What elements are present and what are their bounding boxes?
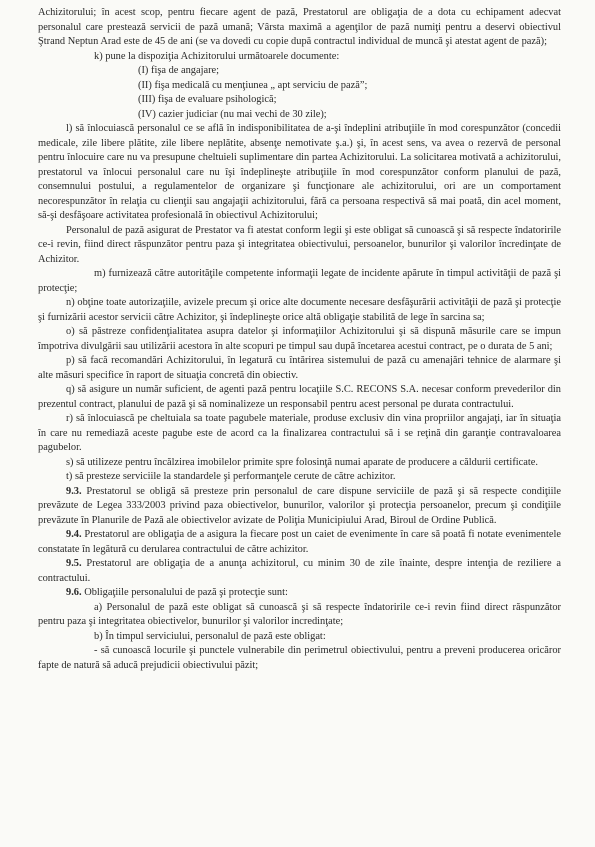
paragraph-bullet: - să cunoască locurile şi punctele vulnerabile din perimetrul obiectivului, pentru a preveni producerea oricăror fapte de natură să aducă prejudicii obiectivului păzit; (38, 645, 561, 671)
clause-9-4 (38, 528, 561, 557)
clause-9-6 (38, 586, 561, 601)
clause-number: 9.4. (66, 529, 82, 540)
clause-text: Prestatorul are obligaţia de a anunţa achizitorul, cu minim 30 de zile înainte, despre intenţia de reziliere a contractului. (38, 558, 561, 584)
paragraph-continuation-j: Achizitorului; în acest scop, pentru fiecare agent de pază, Prestatorul are obligaţia de a dota cu echipament adecvat personalul care prestează servicii de pază umană; Vârsta maximă a agenţilor de pază numiţi pentru a deservi obiectivul Ştrand Neptun Arad este de 45 de ani (se va dovedi cu copie după contractul individual de muncă şi atestat agent de pază); (38, 7, 561, 47)
clause-number: 9.5. (66, 558, 82, 569)
paragraph-b: b) În timpul serviciului, personalul de pază este obligat: (94, 630, 326, 642)
clause-number: 9.6. (66, 587, 82, 598)
clause-9-5 (38, 557, 561, 586)
paragraph-q: q) să asigure un număr suficient, de agenti pază pentru locaţiile S.C. RECONS S.A. necesar conform prevederilor din prezentul contract, planului de pază şi să nominalizeze un responsabil pentru acest personal pe durata contractului. (38, 384, 561, 410)
paragraph-l: l) să înlocuiască personalul ce se află în indisponibilitatea de a-şi îndeplini atribuţiile în mod corespunzător (concedii medicale, zile libere plătite, zile libere neplătite, absenţe nemotivate ş.a.) şi, în acest sens, va avea o rezervă de personal pentru înlocuire care nu va presupune cheltuieli suplimentare din partea Achizitorului. La solicitarea motivată a achizitorului, prestatorul va înlocui personalul care nu îşi îndeplineşte atribuţiile în mod corespunzător conform planului de pază, consemnului postului, a regulamentelor de organizare şi funcţionare ale achizitorului, ori are un comportament necorespunzător în relaţia cu clienţii sau angajaţii achizitorului, fără ca persoana respectivă să mai poată, din acel moment, să-şi desfăşoare activitatea profesională în obiectivul Achizitorului; (38, 123, 561, 221)
paragraph-o: o) să păstreze confidenţialitatea asupra datelor şi informaţiilor Achizitorului şi să dispună măsurile care se impun împotriva divulgării sau utilizării acestora în alte scopuri pe timpul sau după încetarea acestui contract, pe o durata de 5 ani; (38, 326, 561, 352)
paragraph-r: r) să înlocuiască pe cheltuiala sa toate pagubele materiale, produse exclusiv din vina propriilor angajaţi, iar în situaţia în care nu remediază aceste pagube este de acord ca la finalizarea contractului să i se reţină din garanţie contravaloarea pagubelor. (38, 413, 561, 453)
paragraph-k: k) pune la dispoziţia Achizitorului următoarele documente: (94, 50, 340, 62)
paragraph-m: m) furnizează către autorităţile competente informaţii legate de incidente apărute în timpul activităţii de pază şi protecţie; (38, 268, 561, 294)
list-item-document-1: (I) fişa de angajare; (138, 65, 220, 76)
clause-text: Prestatorul are obligaţia de a asigura la fiecare post un caiet de evenimente în care să poată fi notate evenimentele constatate în legătură cu derularea contractului de către achizitor. (38, 529, 561, 555)
clause-text: Prestatorul se obligă să presteze prin personalul de care dispune serviciile de pază şi să respecte condiţiile prevăzute de Legea 333/2003 privind paza obiectivelor, bunurilor, valorilor şi protecţia persoanelor, precum şi condiţiile prevăzute în Planurile de Pază ale obiectivelor avizate de Poliţia Municipiului Arad, Biroul de Ordine Publică. (38, 485, 561, 526)
paragraph-p: p) să facă recomandări Achizitorului, în legatură cu întărirea sistemului de pază cu amenajări tehnice de alarmare şi alte măsuri specifice în raport de situaţia concretă din obiectiv. (38, 355, 561, 381)
paragraph-a: a) Personalul de pază este obligat să cunoască şi să respecte îndatoririle ce-i revin fiind direct răspunzător pentru paza şi integritatea obiectivelor, bunurilor şi valorilor incredinţate; (38, 601, 561, 627)
clause-number: 9.3. (66, 485, 82, 497)
paragraph-s: s) să utilizeze pentru încălzirea imobilelor primite spre folosinţă numai aparate de producere a căldurii certificate. (66, 456, 538, 468)
clause-9-3 (38, 485, 561, 529)
paragraph-personnel: Personalul de pază asigurat de Prestator va fi atestat conform legii şi este obligat să cunoască şi să respecte îndatoririle ce-i revin, fiind direct răspunzător pentru paza şi integritatea obiectivului, persoanelor, bunurilor şi valorilor încredinţate de Achizitor. (38, 224, 561, 265)
paragraph-n: n) obţine toate autorizaţiile, avizele precum şi orice alte documente necesare desfăşurării activităţii de pază şi protecţie şi furnizării acestor servicii către Achizitor, şi îndeplineşte orice altă obligaţie stabilită de lege în sarcina sa; (38, 297, 561, 323)
paragraph-t: t) să presteze serviciile la standardele şi performanţele cerute de către achizitor. (66, 471, 396, 482)
list-item-document-4: (IV) cazier judiciar (nu mai vechi de 30 zile); (138, 108, 327, 120)
list-item-document-2: (II) fişa medicală cu menţiunea „ apt serviciu de pază”; (138, 79, 368, 91)
list-item-document-3: (III) fişa de evaluare psihologică; (138, 94, 277, 105)
clause-text: Obligaţiile personalului de pază şi protecţie sunt: (81, 587, 288, 598)
